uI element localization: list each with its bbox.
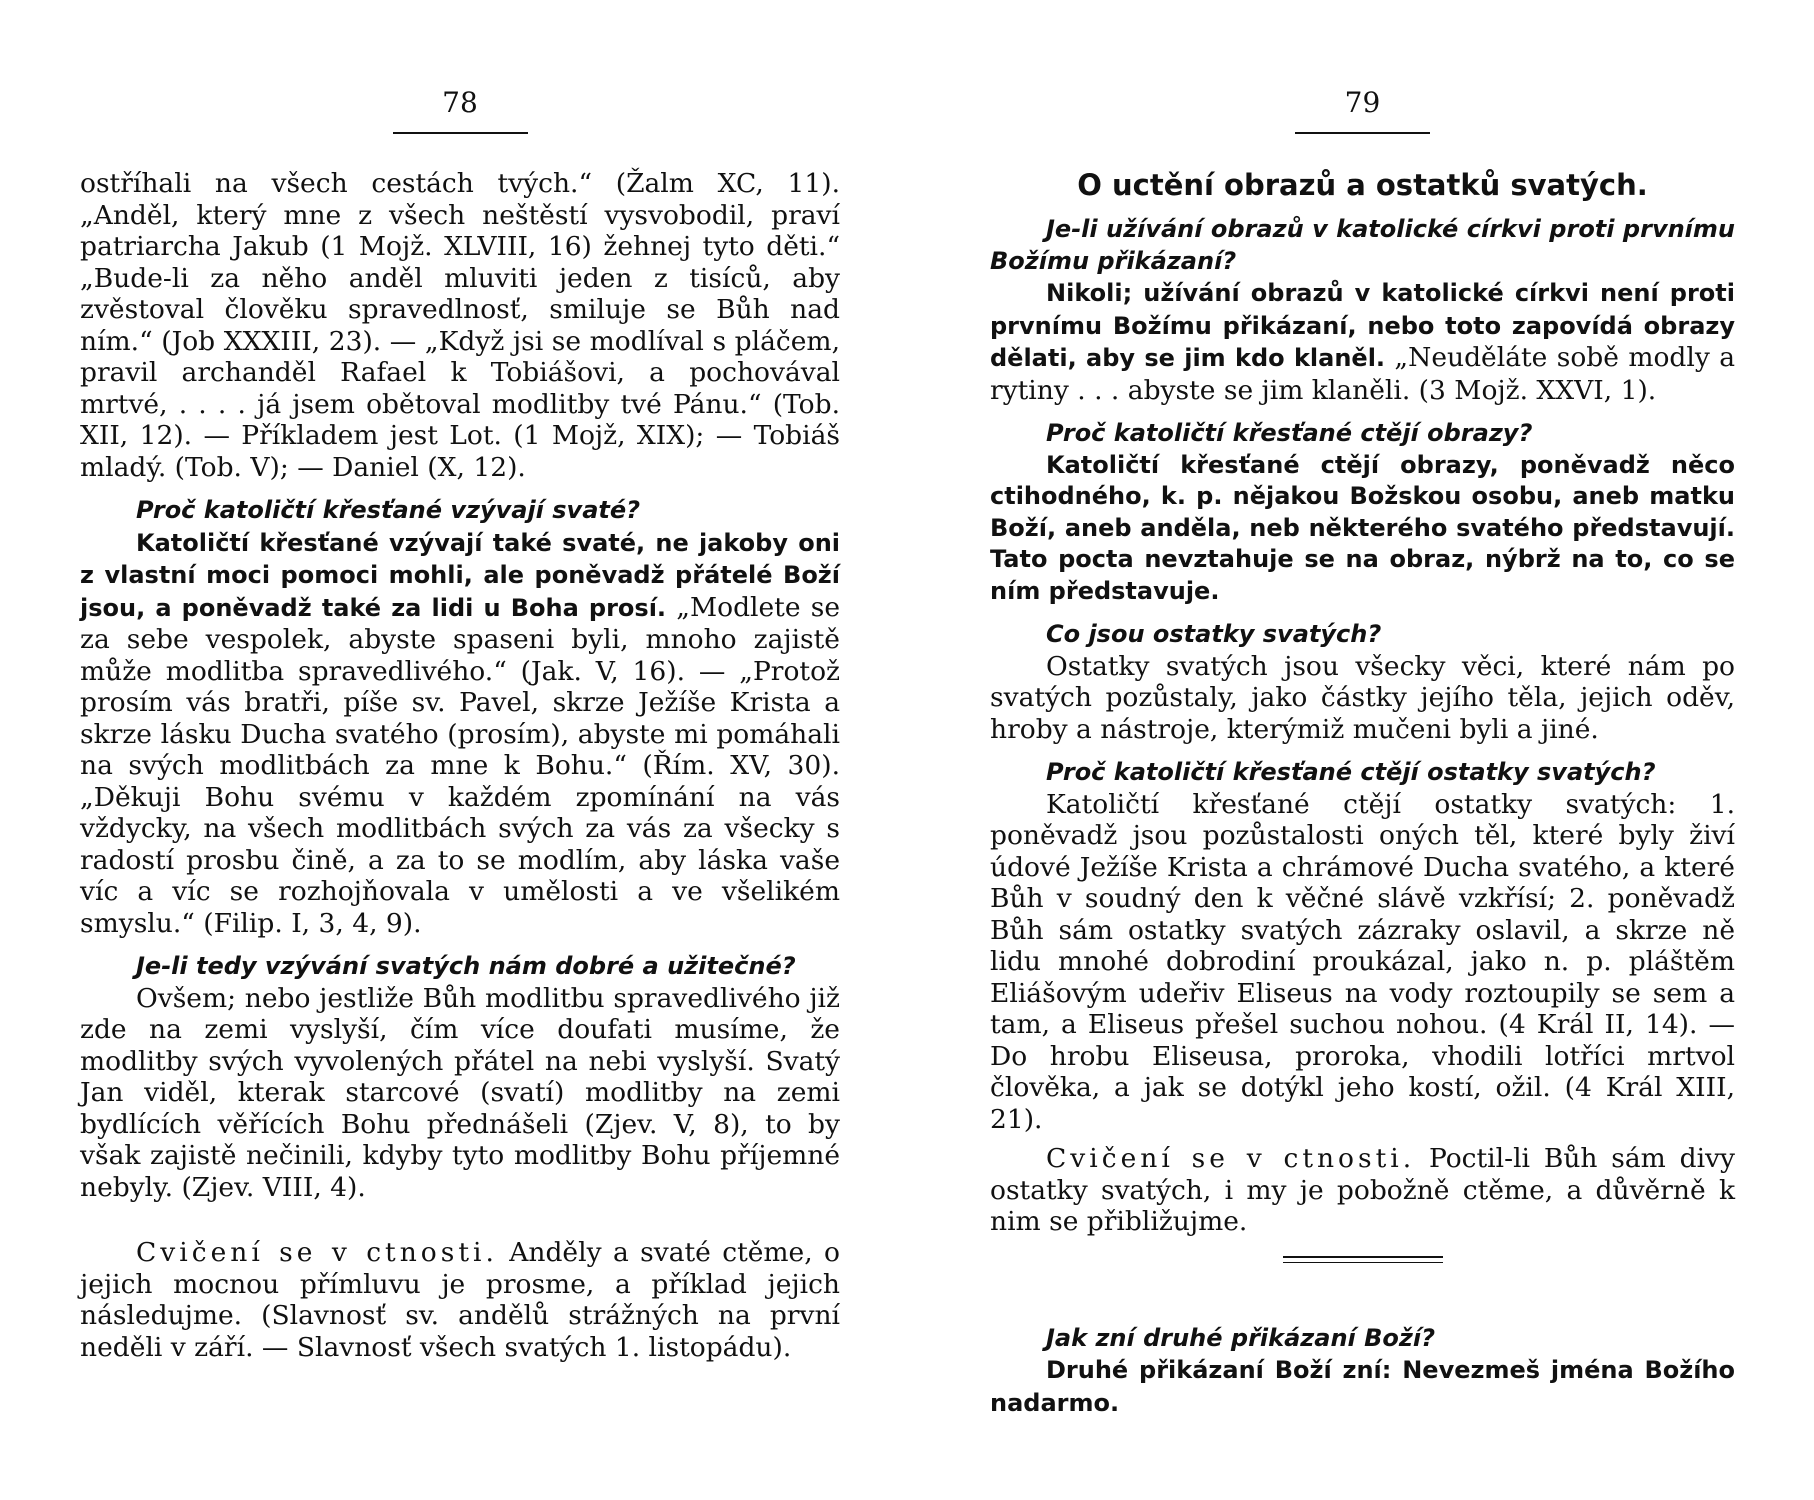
answer-paragraph bbox=[990, 1354, 1735, 1419]
right-page bbox=[990, 0, 1735, 1500]
question-heading: Jak zní druhé přikázaní Boží? bbox=[1046, 1323, 1436, 1352]
exercise-label: Cvičení se v ctnosti. bbox=[136, 1237, 498, 1268]
paragraph-continued: ostříhali na všech cestách tvých.“ (Žalm XC, 11). „Anděl, který mne z všech neštěstí vysvobodil, praví patriarcha Jakub (1 Mojž. XLVIII, 16) žehnej tyto děti.“ „Bude-li za něho anděl mluviti jeden z tisíců, aby zvěstoval člověku spravedlnosť, smiluje se Bůh nad ním.“ (Job XXXIII, 23). — „Když jsi se modlíval s pláčem, pravil archanděl Rafael k Tobiášovi, a pochovával mrtvé, . . . . já jsem obětoval modlitby tvé Pánu.“ (Tob. XII, 12). — Příkladem jest Lot. (1 Mojž, XIX); — Tobiáš mladý. (Tob. V); — Daniel (X, 12). bbox=[80, 168, 840, 483]
section-heading: O uctění obrazů a ostatků svatých. bbox=[1077, 168, 1648, 202]
page-number-left: 78 bbox=[442, 86, 478, 119]
exercise-paragraph bbox=[80, 1237, 840, 1363]
answer-paragraph bbox=[990, 277, 1735, 406]
right-page-text bbox=[990, 168, 1735, 1419]
question-heading: Proč katoličtí křesťané ctějí obrazy? bbox=[1046, 419, 1533, 447]
answer-bold-text: Nikoli; užívání obrazů v katolické církvi není proti prvnímu Božímu přikázaní, nebo toto zapovídá obrazy dělati, aby se jim kdo klaněl. bbox=[990, 279, 1735, 372]
answer-paragraph: Ostatky svatých jsou všecky věci, které nám po svatých pozůstaly, jako částky jejího těla, jejich oděv, hroby a nástroje, kterýmiž mučeni byli a jiné. bbox=[990, 650, 1735, 745]
answer-lead-text: Druhé přikázaní Boží zní: bbox=[1046, 1356, 1392, 1384]
exercise-label: Cvičení se v ctnosti. bbox=[1046, 1143, 1416, 1174]
question-heading: Proč katoličtí křesťané vzývají svaté? bbox=[136, 496, 641, 524]
commandment-text: Nevezmeš jména Božího nadarmo. bbox=[990, 1356, 1735, 1417]
answer-paragraph bbox=[80, 527, 840, 940]
page-number-rule-left bbox=[393, 132, 528, 134]
answer-citations: „Neuděláte sobě modly a rytiny . . . abyste se jim klaněli. (3 Mojž. XXVI, 1). bbox=[990, 342, 1735, 406]
section-divider bbox=[1283, 1256, 1443, 1263]
exercise-paragraph bbox=[990, 1143, 1735, 1238]
page-number-rule-right bbox=[1295, 132, 1430, 134]
left-page-text bbox=[80, 168, 840, 1363]
page-number-right: 79 bbox=[1344, 86, 1381, 119]
question-heading: Je-li tedy vzývání svatých nám dobré a užitečné? bbox=[136, 952, 796, 980]
answer-paragraph: Ovšem; nebo jestliže Bůh modlitbu spravedlivého již zde na zemi vyslyší, čím více doufati musíme, že modlitby svých vyvolených přátel na nebi vyslyší. Svatý Jan viděl, kterak starcové (svatí) modlitby na zemi bydlících věřících Bohu přednášeli (Zjev. V, 8), to by však zajistě nečinili, kdyby tyto modlitby Bohu příjemné nebyly. (Zjev. VIII, 4). bbox=[80, 982, 840, 1203]
exercise-text: Anděly a svaté ctěme, o jejich mocnou přímluvu je prosme, a příklad jejich následujme. (Slavnosť sv. andělů strážných na první neděli v září. — Slavnosť všech svatých 1. listopádu). bbox=[80, 1237, 840, 1363]
answer-paragraph: Katoličtí křesťané ctějí obrazy, poněvadž něco ctihodného, k. p. nějakou Božskou osobu, aneb matku Boží, aneb anděla, neb některého svatého představují. Tato pocta nevztahuje se na obraz, nýbrž na to, co se ním představuje. bbox=[990, 450, 1735, 605]
answer-citations: „Modlete se za sebe vespolek, abyste spaseni byli, mnoho zajistě může modlitba spravedlivého.“ (Jak. V, 16). — „Protož prosím vás bratři, píše sv. Pavel, skrze Ježíše Krista a skrze lásku Ducha svatého (prosím), abyste mi pomáhali na svých modlitbách za mne k Bohu.“ (Řím. XV, 30). „Děkuji Bohu svému v každém zpomínání na vás vždycky, na všech modlitbách svých za vás za všecky s radostí prosbu čině, a za to se modlím, aby láska vaše víc a víc se rozhojňovala v umělosti a ve všelikém smyslu.“ (Filip. I, 3, 4, 9). bbox=[80, 591, 840, 939]
question-heading: Je-li užívání obrazů v katolické církvi proti prvnímu Božímu přikázaní? bbox=[990, 215, 1735, 275]
answer-bold-text: Katoličtí křesťané vzývají také svaté, ne jakoby oni z vlastní moci pomoci mohli, ale poněvadž přátelé Boží jsou, a poněvadž také za lidi u Boha prosí. bbox=[80, 528, 840, 622]
exercise-text: Poctil-li Bůh sám divy ostatky svatých, i my je pobožně ctěme, a důvěrně k nim se přibližujme. bbox=[990, 1143, 1735, 1237]
question-heading: Proč katoličtí křesťané ctějí ostatky svatých? bbox=[1046, 758, 1656, 786]
answer-paragraph: Katoličtí křesťané ctějí ostatky svatých: 1. poněvadž jsou pozůstalosti oných těl, které byly živí údové Ježíše Krista a chrámové Ducha svatého, a které Bůh v soudný den k věčné slávě vzkřísí; 2. poněvadž Bůh sám ostatky svatých zázraky oslavil, a skrze ně lidu mnohé dobrodiní proukázal, jako n. p. pláštěm Eliášovým udeřiv Eliseus na vody roztoupily se sem a tam, a Eliseus přešel suchou nohou. (4 Král II, 14). — Do hrobu Eliseusa, proroka, vhodili lotříci mrtvol člověka, a jak se dotýkl jeho kostí, ožil. (4 Král XIII, 21). bbox=[990, 788, 1735, 1135]
left-page bbox=[80, 0, 840, 1500]
question-heading: Co jsou ostatky svatých? bbox=[1046, 620, 1382, 648]
